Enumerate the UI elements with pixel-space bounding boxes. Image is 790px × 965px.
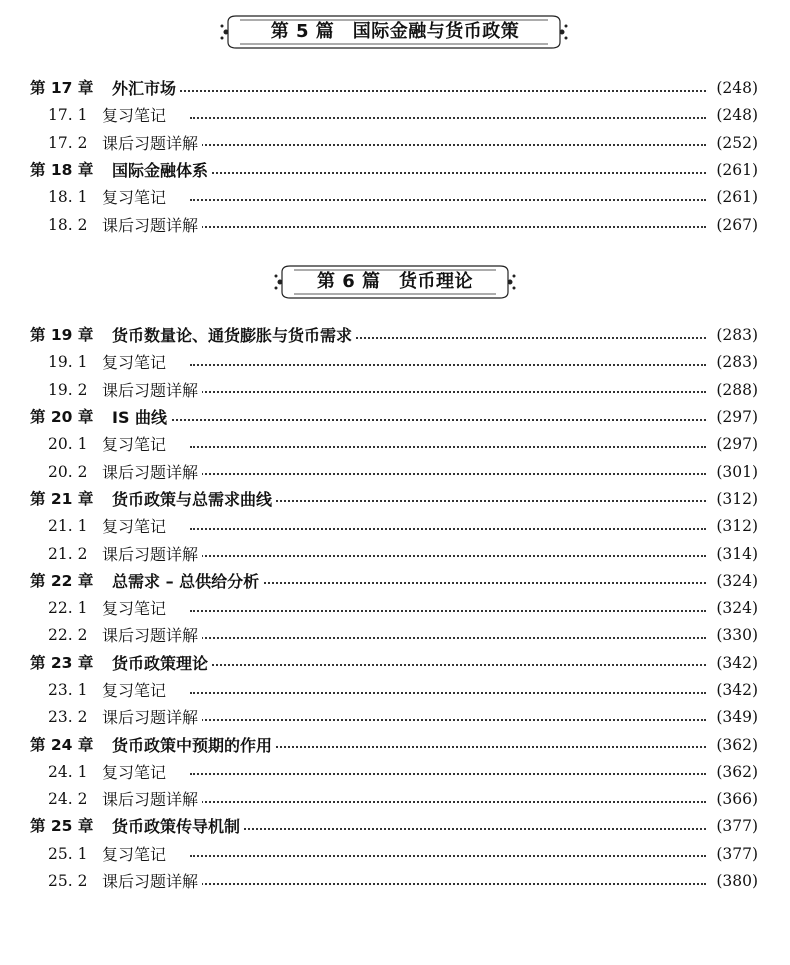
toc-chapter-20[interactable]	[0, 404, 790, 431]
page-number: (261)	[716, 161, 758, 180]
page-number: (362)	[716, 762, 758, 781]
dot-leader	[190, 226, 706, 228]
section-number: 18. 1	[48, 188, 88, 207]
page-number: (324)	[716, 571, 758, 590]
section-title: 复习笔记	[102, 431, 170, 458]
toc-section-20-2[interactable]	[0, 458, 790, 485]
dot-leader	[190, 391, 706, 393]
chapter-title: 货币政策与总需求曲线	[112, 486, 276, 513]
chapter-number: 第 24 章	[30, 735, 94, 754]
dot-leader	[190, 610, 706, 612]
page-number: (312)	[716, 517, 758, 536]
section-number: 18. 2	[48, 215, 88, 234]
dot-leader	[190, 446, 706, 448]
dot-leader	[190, 692, 706, 694]
chapter-number: 第 23 章	[30, 653, 94, 672]
section-title: 课后习题详解	[102, 786, 202, 813]
dot-leader	[190, 144, 706, 146]
section-number: 19. 2	[48, 380, 88, 399]
toc-chapter-21[interactable]	[0, 486, 790, 513]
page-number: (312)	[716, 489, 758, 508]
section-number: 20. 1	[48, 435, 88, 454]
page-number: (248)	[716, 79, 758, 98]
section-title: 课后习题详解	[102, 212, 202, 239]
toc-section-21-2[interactable]	[0, 540, 790, 567]
section-title: 课后习题详解	[102, 377, 202, 404]
dot-leader	[190, 117, 706, 119]
section-title: 复习笔记	[102, 595, 170, 622]
section-title: 课后习题详解	[102, 541, 202, 568]
section-title: 课后习题详解	[102, 130, 202, 157]
section-number: 20. 2	[48, 462, 88, 481]
section-number: 21. 1	[48, 517, 88, 536]
section-title: 复习笔记	[102, 513, 170, 540]
toc-chapter-17[interactable]	[0, 75, 790, 102]
dot-leader	[190, 637, 706, 639]
section-number: 17. 2	[48, 133, 88, 152]
toc-chapter-22[interactable]	[0, 568, 790, 595]
dot-leader	[190, 773, 706, 775]
section-number: 21. 2	[48, 544, 88, 563]
toc-chapter-25[interactable]	[0, 813, 790, 840]
toc-section-25-1[interactable]	[0, 841, 790, 868]
toc-chapter-23[interactable]	[0, 650, 790, 677]
dot-leader	[190, 364, 706, 366]
page-number: (362)	[716, 735, 758, 754]
chapter-number: 第 19 章	[30, 326, 94, 345]
toc-section-24-2[interactable]	[0, 786, 790, 813]
dot-leader	[190, 801, 706, 803]
section-number: 22. 1	[48, 599, 88, 618]
part-title: 第 5 篇 国际金融与货币政策	[270, 21, 520, 42]
dot-leader	[190, 199, 706, 201]
dot-leader	[190, 528, 706, 530]
section-number: 24. 1	[48, 762, 88, 781]
toc-section-17-1[interactable]	[0, 102, 790, 129]
page-number: (342)	[716, 681, 758, 699]
chapter-number: 第 25 章	[30, 817, 94, 836]
page-number: (283)	[716, 326, 758, 345]
dot-leader	[112, 419, 706, 421]
chapter-number: 第 18 章	[30, 161, 94, 180]
section-title: 复习笔记	[102, 184, 170, 211]
chapter-title: 货币政策理论	[112, 650, 212, 677]
section-number: 23. 1	[48, 681, 88, 699]
dot-leader	[190, 719, 706, 721]
toc-section-25-2[interactable]	[0, 868, 790, 895]
page-number: (377)	[716, 817, 758, 836]
page-number: (380)	[716, 872, 758, 891]
toc-section-22-1[interactable]	[0, 595, 790, 622]
section-title: 课后习题详解	[102, 868, 202, 895]
toc-section-21-1[interactable]	[0, 513, 790, 540]
toc-section-19-2[interactable]	[0, 377, 790, 404]
page-number: (366)	[716, 790, 758, 809]
section-number: 23. 2	[48, 708, 88, 727]
chapter-title: 货币政策中预期的作用	[112, 732, 276, 759]
toc-section-17-2[interactable]	[0, 130, 790, 157]
toc-list-part-6	[0, 322, 790, 895]
part-banner-5	[0, 8, 790, 56]
dot-leader	[190, 555, 706, 557]
chapter-title: 货币政策传导机制	[112, 813, 244, 840]
chapter-title: 国际金融体系	[112, 157, 212, 184]
dot-leader	[112, 90, 706, 92]
chapter-number: 第 21 章	[30, 489, 94, 508]
chapter-number: 第 22 章	[30, 571, 94, 590]
section-title: 复习笔记	[102, 102, 170, 129]
section-title: 课后习题详解	[102, 459, 202, 486]
page-number: (283)	[716, 353, 758, 372]
dot-leader	[190, 473, 706, 475]
chapter-title: IS 曲线	[112, 404, 171, 431]
section-number: 19. 1	[48, 353, 88, 372]
page-number: (349)	[716, 708, 758, 727]
section-number: 22. 2	[48, 626, 88, 645]
chapter-number: 第 17 章	[30, 79, 94, 98]
page-number: (301)	[716, 462, 758, 481]
toc-section-18-2[interactable]	[0, 211, 790, 238]
chapter-number: 第 20 章	[30, 408, 94, 427]
section-number: 24. 2	[48, 790, 88, 809]
section-number: 25. 2	[48, 872, 88, 891]
page-number: (314)	[716, 544, 758, 563]
chapter-title: 货币数量论、通货膨胀与货币需求	[112, 322, 356, 349]
dot-leader	[190, 883, 706, 885]
toc-chapter-19[interactable]	[0, 322, 790, 349]
chapter-title: 总需求 – 总供给分析	[112, 568, 263, 595]
chapter-title: 外汇市场	[112, 75, 180, 102]
page-number: (267)	[716, 215, 758, 234]
section-title: 复习笔记	[102, 349, 170, 376]
page-number: (330)	[716, 626, 758, 645]
toc-section-23-1[interactable]	[0, 677, 790, 704]
page-number: (261)	[716, 188, 758, 207]
toc-list-part-5	[0, 75, 790, 239]
toc-section-23-2[interactable]	[0, 704, 790, 731]
page-number: (342)	[716, 653, 758, 672]
toc-section-19-1[interactable]	[0, 349, 790, 376]
section-title: 复习笔记	[102, 759, 170, 786]
section-number: 25. 1	[48, 844, 88, 863]
page-number: (252)	[716, 133, 758, 152]
page-number: (297)	[716, 435, 758, 454]
dot-leader	[190, 855, 706, 857]
part-title: 第 6 篇 货币理论	[316, 271, 474, 292]
toc-section-20-1[interactable]	[0, 431, 790, 458]
section-number: 17. 1	[48, 106, 88, 125]
toc-section-18-1[interactable]	[0, 184, 790, 211]
section-title: 复习笔记	[102, 677, 170, 704]
section-title: 复习笔记	[102, 841, 170, 868]
toc-chapter-18[interactable]	[0, 157, 790, 184]
page-number: (324)	[716, 599, 758, 618]
page-number: (377)	[716, 844, 758, 863]
page-number: (288)	[716, 380, 758, 399]
page-number: (248)	[716, 106, 758, 125]
toc-section-24-1[interactable]	[0, 759, 790, 786]
section-title: 课后习题详解	[102, 704, 202, 731]
section-title: 课后习题详解	[102, 622, 202, 649]
page-number: (297)	[716, 408, 758, 427]
toc-chapter-24[interactable]	[0, 731, 790, 758]
toc-section-22-2[interactable]	[0, 622, 790, 649]
part-banner-6	[0, 258, 790, 306]
